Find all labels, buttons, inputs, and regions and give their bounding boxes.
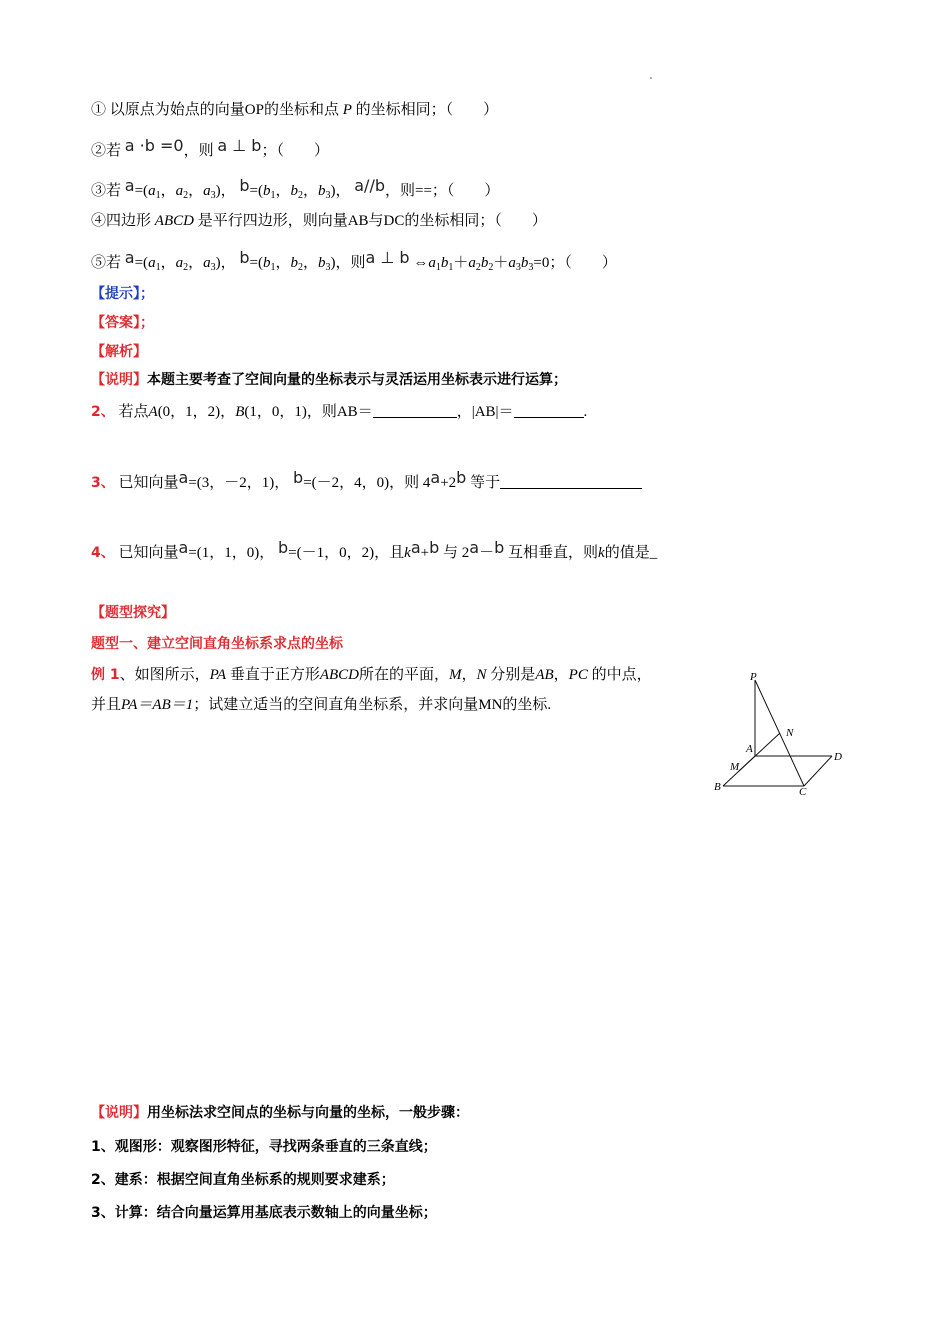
- equation: PA＝AB＝1: [121, 697, 194, 713]
- note-1: [91, 370, 567, 390]
- vector-value: =(－1，0，2)，且: [288, 545, 405, 561]
- answer-blank[interactable]: [500, 474, 642, 489]
- question-text: 垂直于正方形: [229, 667, 320, 683]
- question-text: 与 2: [443, 545, 470, 561]
- question-text: 如图所示，: [134, 667, 210, 683]
- vector-value: =(3，－2，1)，: [188, 475, 290, 491]
- item-text: ，则==；（ ）: [385, 183, 500, 199]
- question-text: .: [583, 404, 588, 420]
- item-text: 是平行四边形，则向量AB与DC的坐标相同；（ ）: [197, 213, 547, 229]
- vector-b: b: [278, 538, 289, 557]
- question-number: 3、: [91, 475, 115, 491]
- item-text: 若: [106, 255, 122, 271]
- item-number: ③: [91, 183, 107, 199]
- vector-a: a: [178, 468, 189, 487]
- item-text: =0；（ ）: [533, 255, 617, 271]
- item-number: ②: [91, 143, 107, 159]
- operator: +: [420, 545, 430, 561]
- question-text: ；试建立适当的空间直角坐标系，并求向量MN的坐标.: [193, 697, 552, 713]
- note-text: 用坐标法求空间点的坐标与向量的坐标，一般步骤：: [147, 1105, 469, 1121]
- question-text: ，: [461, 667, 477, 683]
- step-3: 3、计算：结合向量运算用基底表示数轴上的向量坐标；: [91, 1205, 437, 1221]
- label-m: M: [730, 761, 740, 773]
- label-p: P: [750, 671, 757, 683]
- example-1-line-2: [91, 695, 551, 715]
- item-number: ⑤: [91, 255, 107, 271]
- item-number: ④: [91, 213, 107, 229]
- figure-label: ABCD: [154, 213, 194, 229]
- step-1: 1、观图形：观察图形特征，寻找两条垂直的三条直线；: [91, 1139, 437, 1155]
- point-label: B: [235, 404, 245, 420]
- vector-a: a: [178, 538, 189, 557]
- question-text: 已知向量: [118, 545, 179, 561]
- label-n: N: [786, 727, 794, 739]
- note-text: 本题主要考查了空间向量的坐标表示与灵活运用坐标表示进行运算；: [147, 372, 567, 388]
- page-mark: [650, 77, 652, 79]
- question-text: 互相垂直，则: [508, 545, 599, 561]
- variable-k: k: [404, 545, 411, 561]
- segment-label: AB: [535, 667, 554, 683]
- item-text: 若: [106, 183, 122, 199]
- answer-blank[interactable]: [514, 403, 584, 418]
- question-text: 的中点，: [591, 667, 652, 683]
- question-text: 分别是: [490, 667, 536, 683]
- item-text: 以原点为始点的向量OP的坐标和点: [109, 102, 339, 118]
- question-text: 若点: [118, 404, 149, 420]
- item-number: ①: [91, 102, 107, 118]
- note-tag: 【说明】: [91, 1105, 147, 1121]
- vector-a: a: [430, 468, 441, 487]
- question-text: 并且: [91, 697, 122, 713]
- vector-value: =(1，1，0)，: [188, 545, 275, 561]
- note-tag: 【说明】: [91, 372, 147, 388]
- section-title: 【题型探究】: [91, 605, 175, 621]
- item-5: ⑤若 $a=(a_1$，$a_2$，$a_3$)， $b=(b_1$，$b_2$，$b_3$)，则a ⊥ b $\Leftrightarrow a_1b_1+a_2b_2+a_3b_3=0$；（ ）: [91, 248, 617, 273]
- step-2: 2、建系：根据空间直角坐标系的规则要求建系；: [91, 1172, 395, 1188]
- question-text: ，|AB|＝: [456, 404, 514, 420]
- equivalence-symbol: ⇔: [413, 255, 429, 271]
- example-tag: 例 1: [91, 667, 120, 683]
- question-text: 已知向量: [118, 475, 179, 491]
- type-1-title: 题型一、建立空间直角坐标系求点的坐标: [91, 636, 343, 652]
- vector-b: b: [494, 538, 505, 557]
- item-text: ；（ ）: [261, 143, 329, 159]
- item-2: [91, 136, 329, 161]
- vector-b: b: [293, 468, 304, 487]
- example-1-line-1: [91, 665, 652, 685]
- answer-label: 【答案】；: [91, 315, 154, 331]
- label-a: A: [746, 743, 753, 755]
- question-text: 等于: [470, 475, 501, 491]
- label-c: C: [799, 786, 807, 798]
- point-label: A: [148, 404, 158, 420]
- item-text: 若: [106, 143, 122, 159]
- answer-blank[interactable]: [373, 403, 457, 418]
- note-2: [91, 1103, 469, 1123]
- item-text: 四边形: [106, 213, 152, 229]
- question-2: [91, 402, 587, 422]
- point-label: M: [449, 667, 462, 683]
- point-label: P: [342, 102, 352, 118]
- operator: －: [479, 545, 495, 561]
- vector-expression: a ⊥ b: [365, 248, 410, 267]
- vector-expression: a ·b =0: [124, 136, 184, 155]
- vector-a: a: [410, 538, 421, 557]
- question-text: ，: [553, 667, 569, 683]
- vector-expression: a//b: [354, 176, 385, 195]
- item-1: [91, 100, 498, 120]
- label-d: D: [834, 751, 842, 763]
- coordinate: (1，0，1)，则AB＝: [244, 404, 373, 420]
- edge-cd: [804, 756, 832, 786]
- hint-label: 【提示】；: [91, 286, 154, 302]
- vector-a: a: [469, 538, 480, 557]
- coordinate: (0，1，2)，: [157, 404, 236, 420]
- segment-label: PA: [209, 667, 227, 683]
- item-text: 的坐标相同；（ ）: [355, 102, 499, 118]
- segment-label: PC: [568, 667, 588, 683]
- figure-label: ABCD: [319, 667, 359, 683]
- item-text: ，则: [183, 143, 214, 159]
- question-number: 4、: [91, 545, 115, 561]
- vector-a: a: [124, 176, 135, 195]
- analysis-label: 【解析】: [91, 344, 147, 360]
- vector-b: b: [239, 176, 250, 195]
- operator: +2: [440, 475, 457, 491]
- question-text: 、: [119, 667, 135, 683]
- question-3: [91, 468, 642, 493]
- question-text: 的值是_: [604, 545, 658, 561]
- question-number: 2、: [91, 404, 115, 420]
- vector-b: b: [239, 248, 250, 267]
- vector-b: b: [456, 468, 467, 487]
- vector-a: a: [124, 248, 135, 267]
- vector-b: b: [429, 538, 440, 557]
- label-b: B: [714, 781, 721, 793]
- pyramid-figure: [708, 668, 858, 800]
- variable-k: k: [598, 545, 605, 561]
- item-3: ③若 $a=(a_1$，$a_2$，$a_3$)， $b=(b_1$，$b_2$，$b_3$)， a//b，则==；（ ）: [91, 176, 500, 201]
- question-text: 所在的平面，: [359, 667, 450, 683]
- question-4: [91, 538, 658, 563]
- vector-value: =(－2，4，0)，则 4: [303, 475, 431, 491]
- point-label: N: [476, 667, 487, 683]
- item-4: [91, 211, 547, 231]
- vector-expression: a ⊥ b: [217, 136, 262, 155]
